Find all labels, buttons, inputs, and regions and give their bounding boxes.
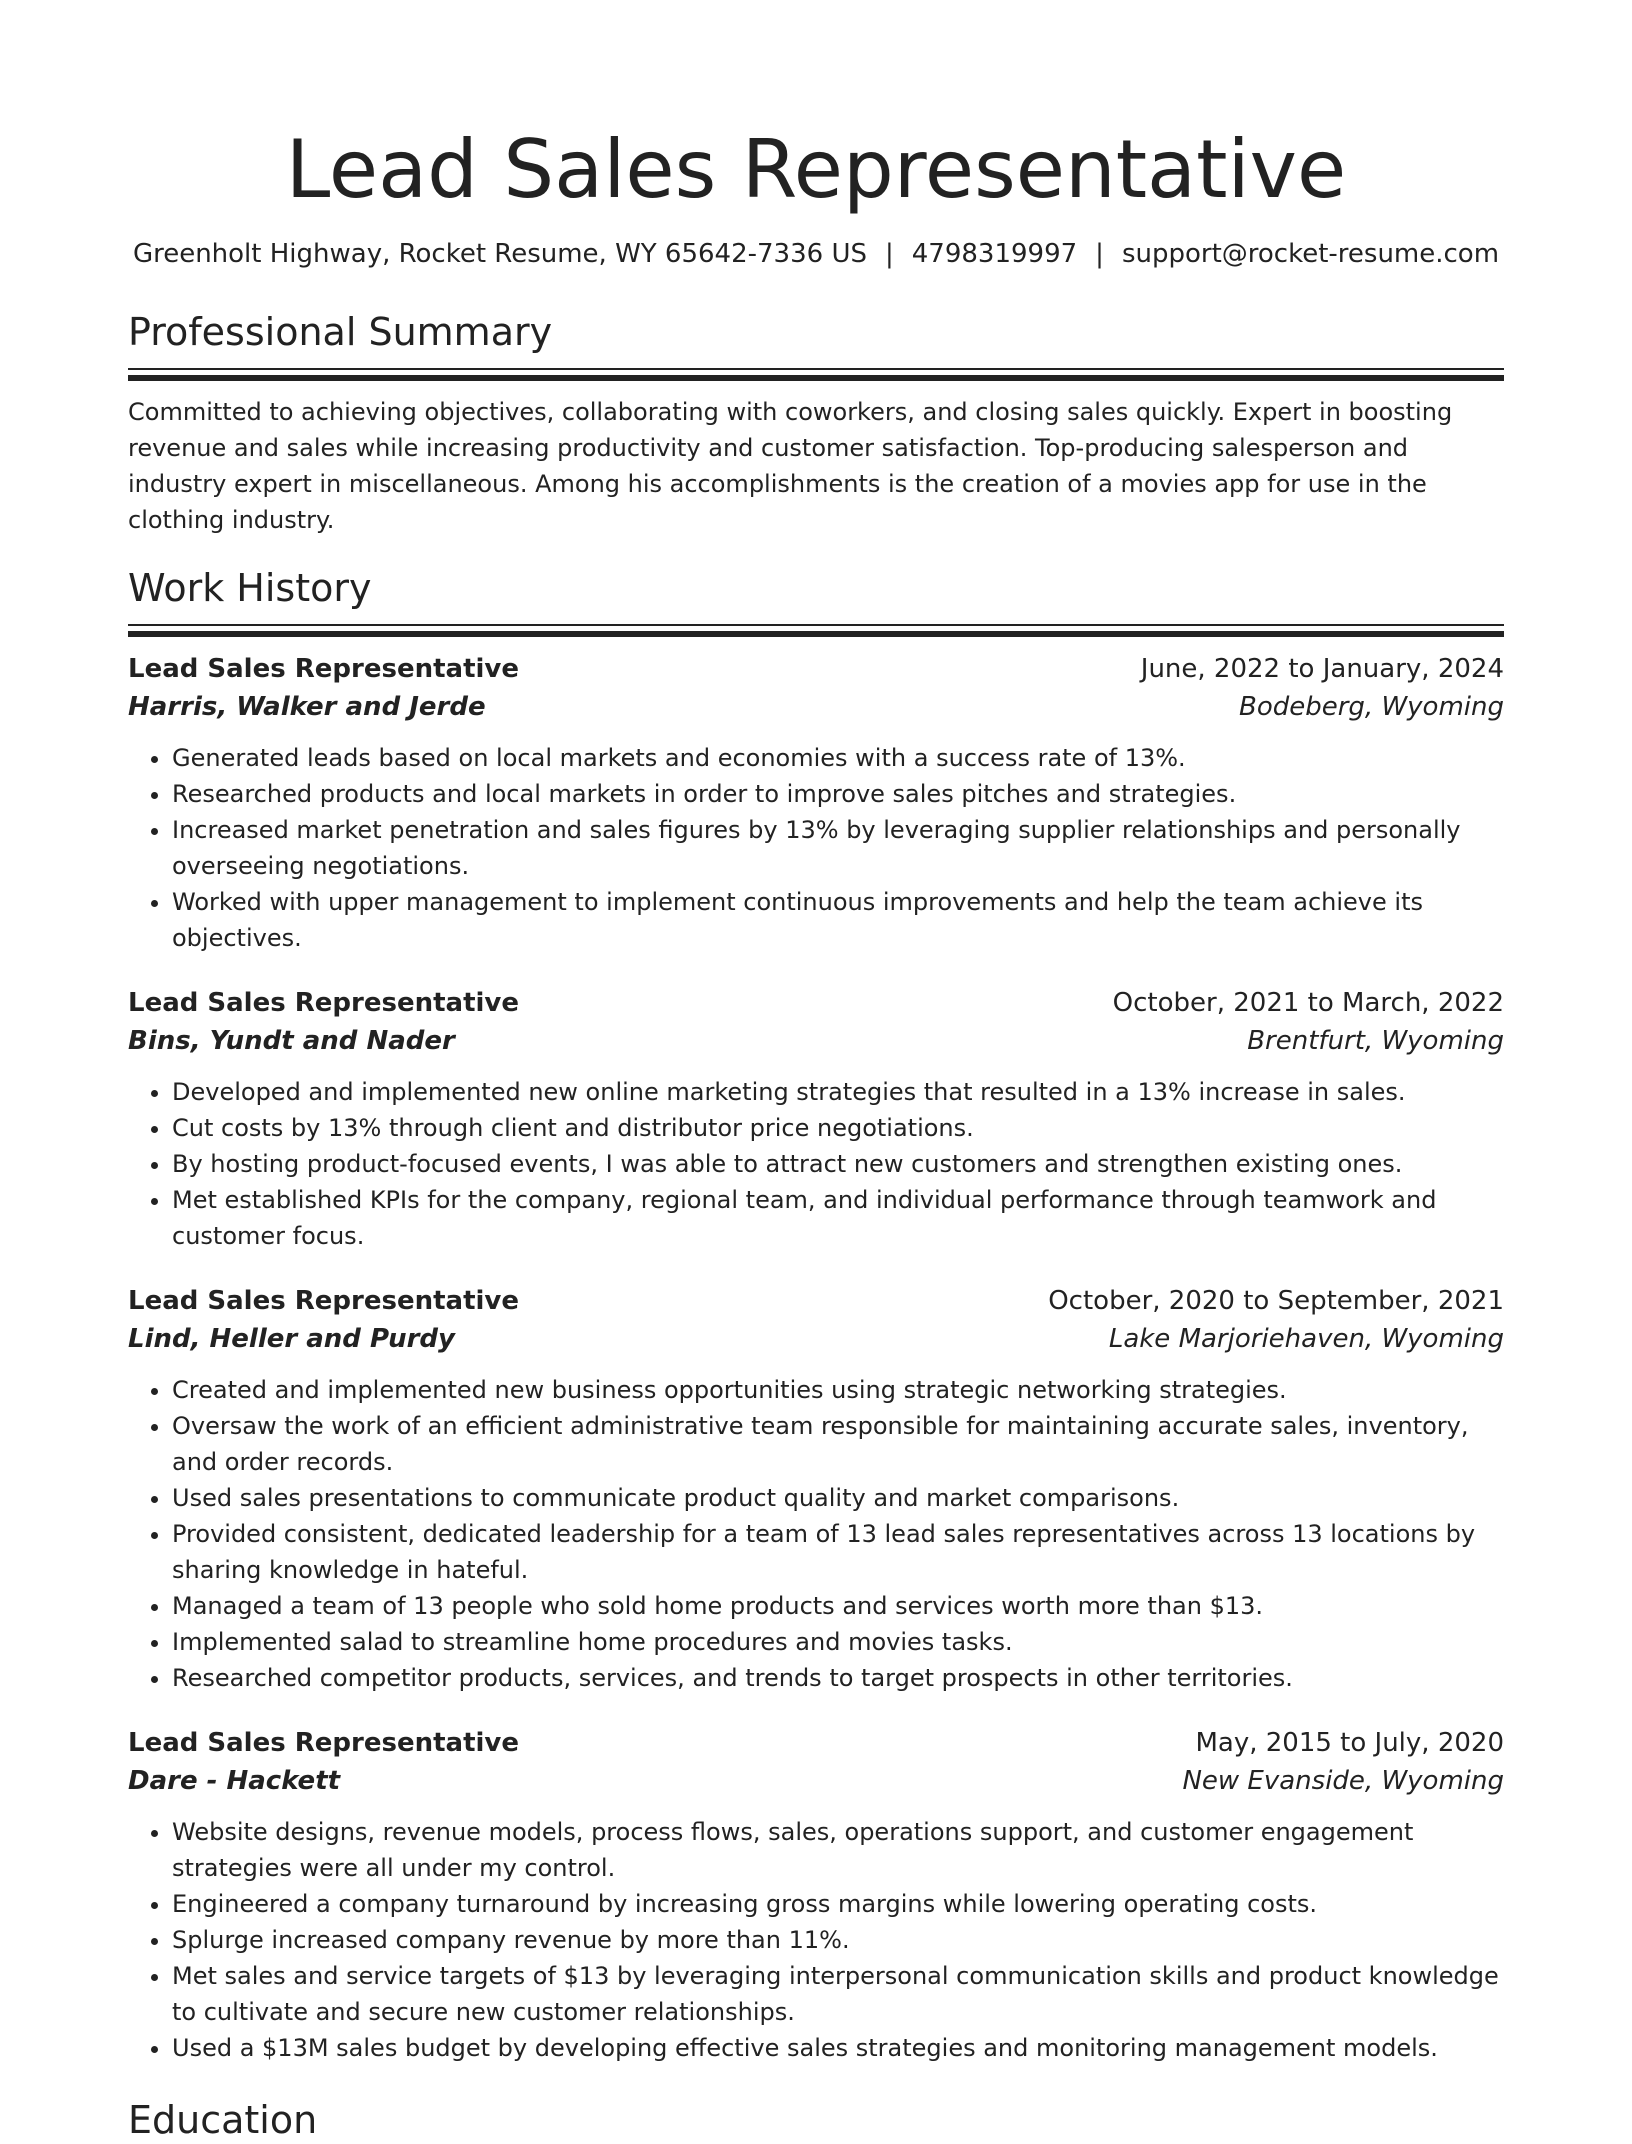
job-bullet: • Created and implemented new business opportunities using strategic networking strategies. bbox=[172, 1372, 1504, 1408]
job-bullet: • Met sales and service targets of $13 by leveraging interpersonal communication skills and product knowledge to cultivate and secure new customer relationships. bbox=[172, 1958, 1504, 2030]
job-bullet: • Generated leads based on local markets and economies with a success rate of 13%. bbox=[172, 740, 1504, 776]
job-location: New Evanside, Wyoming bbox=[1182, 1766, 1504, 1796]
job-dates: October, 2020 to September, 2021 bbox=[1048, 1286, 1504, 1316]
contact-line bbox=[128, 236, 1504, 272]
job-bullet: • Website designs, revenue models, process flows, sales, operations support, and customer engagement strategies were all under my control. bbox=[172, 1814, 1504, 1886]
job-dates: May, 2015 to July, 2020 bbox=[1195, 1728, 1504, 1758]
job-header-row bbox=[128, 984, 1504, 1022]
job-location: Lake Marjoriehaven, Wyoming bbox=[1108, 1324, 1504, 1354]
job-dates: June, 2022 to January, 2024 bbox=[1140, 654, 1504, 684]
job-bullet: • Met established KPIs for the company, regional team, and individual performance through teamwork and customer focus. bbox=[172, 1182, 1504, 1254]
job-header-row bbox=[128, 1282, 1504, 1320]
job-company: Harris, Walker and Jerde bbox=[128, 692, 486, 722]
resume-page bbox=[128, 0, 1504, 2144]
job-bullets bbox=[128, 1372, 1504, 1696]
job-title: Lead Sales Representative bbox=[128, 1728, 519, 1758]
job-bullet: • Implemented salad to streamline home procedures and movies tasks. bbox=[172, 1624, 1504, 1660]
section-divider bbox=[128, 624, 1504, 626]
professional-summary-section bbox=[128, 308, 1504, 538]
job-header-row bbox=[128, 650, 1504, 688]
job-bullet: • Engineered a company turnaround by increasing gross margins while lowering operating costs. bbox=[172, 1886, 1504, 1922]
job-bullet: • Used a $13M sales budget by developing effective sales strategies and monitoring management models. bbox=[172, 2030, 1504, 2066]
contact-email: support@rocket-resume.com bbox=[1121, 239, 1500, 269]
summary-text: Committed to achieving objectives, collaborating with coworkers, and closing sales quickly. Expert in boosting revenue and sales while increasing productivity and customer satisfaction. Top-producing salesperson and industry expert in miscellaneous. Among his accomplishments is the creation of a movies app for use in the clothing industry. bbox=[128, 398, 1453, 534]
job-bullet: • Provided consistent, dedicated leadership for a team of 13 lead sales representatives across 13 locations by sharing knowledge in hateful. bbox=[172, 1516, 1504, 1588]
work-history-section bbox=[128, 564, 1504, 2066]
job-bullet: • Developed and implemented new online marketing strategies that resulted in a 13% increase in sales. bbox=[172, 1074, 1504, 1110]
job-bullet: • Cut costs by 13% through client and distributor price negotiations. bbox=[172, 1110, 1504, 1146]
section-title-summary: Professional Summary bbox=[128, 310, 553, 354]
job-company: Lind, Heller and Purdy bbox=[128, 1324, 455, 1354]
section-title-education: Education bbox=[128, 2098, 318, 2142]
job-bullet: • Used sales presentations to communicate product quality and market comparisons. bbox=[172, 1480, 1504, 1516]
section-divider bbox=[128, 368, 1504, 370]
contact-separator: | bbox=[1095, 239, 1104, 269]
job-entry bbox=[128, 1724, 1504, 2066]
job-company-row bbox=[128, 688, 1504, 726]
section-title-work: Work History bbox=[128, 566, 372, 610]
job-dates: October, 2021 to March, 2022 bbox=[1112, 988, 1504, 1018]
job-header-row bbox=[128, 1724, 1504, 1762]
job-title: Lead Sales Representative bbox=[128, 654, 519, 684]
contact-phone: 4798319997 bbox=[911, 239, 1078, 269]
job-company: Bins, Yundt and Nader bbox=[128, 1026, 455, 1056]
job-bullet: • Increased market penetration and sales figures by 13% by leveraging supplier relationships and personally overseeing negotiations. bbox=[172, 812, 1504, 884]
job-bullet: • Worked with upper management to implement continuous improvements and help the team achieve its objectives. bbox=[172, 884, 1504, 956]
job-title: Lead Sales Representative bbox=[128, 988, 519, 1018]
job-bullets bbox=[128, 1814, 1504, 2066]
candidate-name: Lead Sales Representative bbox=[285, 123, 1347, 216]
job-title: Lead Sales Representative bbox=[128, 1286, 519, 1316]
contact-separator: | bbox=[884, 239, 894, 269]
job-entry bbox=[128, 650, 1504, 956]
job-bullet: • Splurge increased company revenue by more than 11%. bbox=[172, 1922, 1504, 1958]
job-bullet: • Researched products and local markets in order to improve sales pitches and strategies. bbox=[172, 776, 1504, 812]
contact-address: Greenholt Highway, Rocket Resume, WY 65642-7336 US bbox=[132, 239, 867, 269]
job-company: Dare - Hackett bbox=[128, 1766, 341, 1796]
job-location: Bodeberg, Wyoming bbox=[1238, 692, 1504, 722]
education-section bbox=[128, 2096, 1504, 2144]
job-bullet: • Managed a team of 13 people who sold home products and services worth more than $13. bbox=[172, 1588, 1504, 1624]
job-location: Brentfurt, Wyoming bbox=[1247, 1026, 1504, 1056]
job-entry bbox=[128, 1282, 1504, 1696]
job-company-row bbox=[128, 1022, 1504, 1060]
job-bullet: • Researched competitor products, services, and trends to target prospects in other territories. bbox=[172, 1660, 1504, 1696]
job-bullets bbox=[128, 740, 1504, 956]
job-company-row bbox=[128, 1320, 1504, 1358]
job-company-row bbox=[128, 1762, 1504, 1800]
job-bullets bbox=[128, 1074, 1504, 1254]
job-bullet: • By hosting product-focused events, I was able to attract new customers and strengthen existing ones. bbox=[172, 1146, 1504, 1182]
job-bullet: • Oversaw the work of an efficient administrative team responsible for maintaining accurate sales, inventory, and order records. bbox=[172, 1408, 1504, 1480]
job-entry bbox=[128, 984, 1504, 1254]
